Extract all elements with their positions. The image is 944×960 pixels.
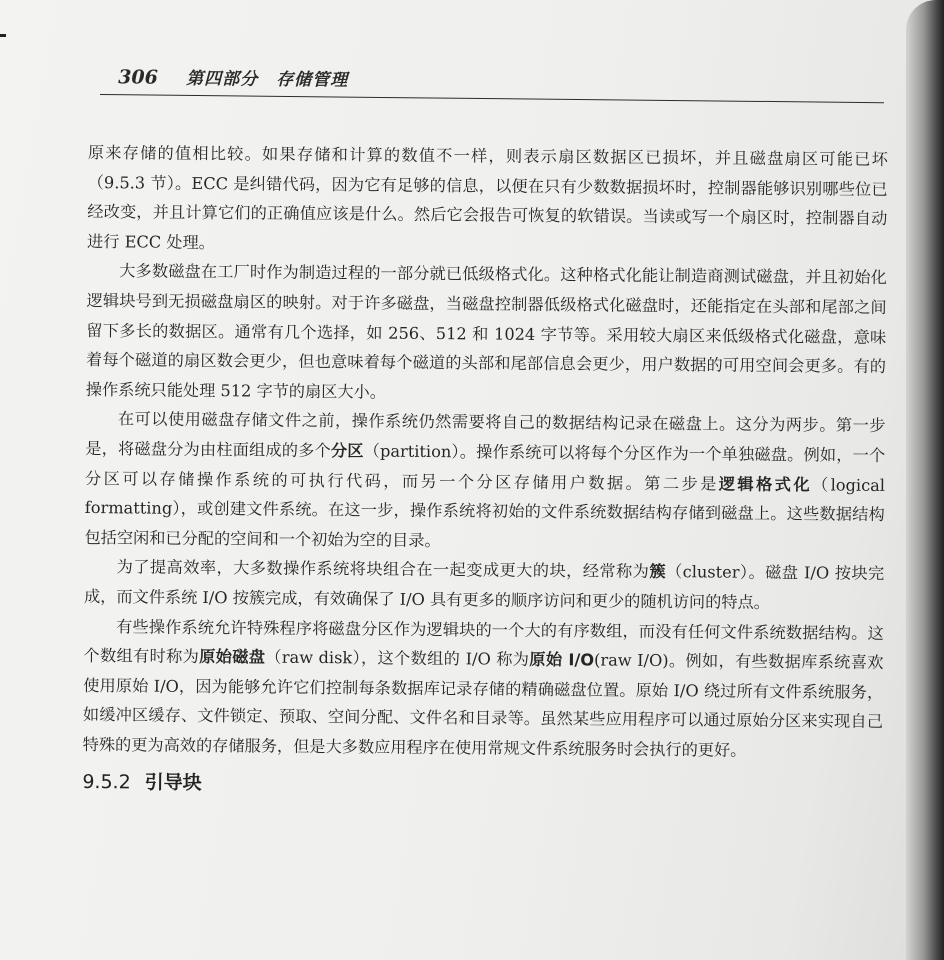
paragraph-text: 大多数磁盘在工厂时作为制造过程的一部分就已低级格式化。这种格式化能让制造商测试磁盘，并且初始化逻辑块号到无损磁盘扇区的映射。对于许多磁盘，当磁盘控制器低级格式化磁盘时，还能指定在头部和尾部之间留下多长的数据区。通常有几个选择，如 256、512 和 1024 字节等。采用较大扇区来低级格式化磁盘，意味着每个磁道的扇区数会更少，但也意味着每个磁道的头部和尾部信息会更少，用户数据的可用空间会更多。有的操作系统只能处理 512 字节的扇区大小。 xyxy=(85,261,887,402)
paragraph xyxy=(84,404,885,559)
bold-term: 分区 xyxy=(330,441,364,461)
page-curl-shadow xyxy=(906,0,944,960)
paragraph-list xyxy=(83,138,888,766)
paragraph-text: （cluster）。磁盘 I/O 按块完成，而文件系统 I/O 按簇完成，有效确保了 I/O 具有更多的顺序访问和更少的随机访问的特点。 xyxy=(83,562,885,612)
body-text xyxy=(82,138,888,804)
bold-term: 原始磁盘 xyxy=(199,647,266,667)
paragraph-text: 原来存储的值相比较。如果存储和计算的数值不一样，则表示扇区数据区已损坏，并且磁盘扇区可能已坏（9.5.3 节）。ECC 是纠错代码，因为它有足够的信息，以便在只有少数数据损坏时，控制器能够识别哪些位已经改变，并且计算它们的正确值应该是什么。然后它会报告可恢复的软错误。当读或写一个扇区时，控制器自动进行 ECC 处理。 xyxy=(87,142,888,252)
paragraph xyxy=(84,552,884,618)
running-header-title: 第四部分 存储管理 xyxy=(186,68,349,91)
paragraph-text: 有些操作系统允许特殊程序将磁盘分区作为逻辑块的一个大的有序数组，而没有任何文件系统数据结构。这个数组有时称为 xyxy=(83,616,884,667)
page-number: 306 xyxy=(118,66,158,89)
bold-term: 逻辑格式化 xyxy=(718,474,813,494)
paragraph-text: (raw I/O)。例如，有些数据库系统喜欢使用原始 I/O，因为能够允许它们控制每条数据库记录存储的精确磁盘位置。原始 I/O 绕过所有文件系统服务，如缓冲区缓存、文件锁定、预取、空间分配、文件名和目录等。虽然某些应用程序可以通过原始分区来实现自己特殊的更为高效的存储服务，但是大多数应用程序在使用常规文件系统服务时会执行的更好。 xyxy=(82,650,884,760)
section-title: 引导块 xyxy=(144,771,202,795)
paragraph xyxy=(83,611,884,766)
section-number: 9.5.2 xyxy=(82,771,131,794)
paragraph xyxy=(86,256,887,411)
paragraph-text: （raw disk），这个数组的 I/O 称为 xyxy=(265,647,530,669)
bold-term: 原始 I/O xyxy=(529,649,595,670)
bold-term: 簇 xyxy=(649,562,667,582)
paragraph-text: （logical formatting），或创建文件系统。在这一步，操作系统将初始的文件系统数据结构存储到磁盘上。这些数据结构包括空闲和已分配的空间和一个初始为空的目录。 xyxy=(84,474,886,550)
paragraph-text: （partition）。操作系统可以将每个分区作为一个单独磁盘。例如，一个分区可以存储操作系统的可执行代码，而另一个分区存储用户数据。第二步是 xyxy=(84,441,886,494)
paragraph-text: 为了提高效率，大多数操作系统将块组合在一起变成更大的块，经常称为 xyxy=(116,557,650,582)
section-heading xyxy=(82,767,882,804)
page-edge-mark xyxy=(0,34,6,37)
paragraph-text: 在可以使用磁盘存储文件之前，操作系统仍然需要将自己的数据结构记录在磁盘上。这分为两步。第一步是，将磁盘分为由柱面组成的多个 xyxy=(85,409,886,461)
running-header xyxy=(100,58,884,103)
paragraph xyxy=(87,138,888,263)
